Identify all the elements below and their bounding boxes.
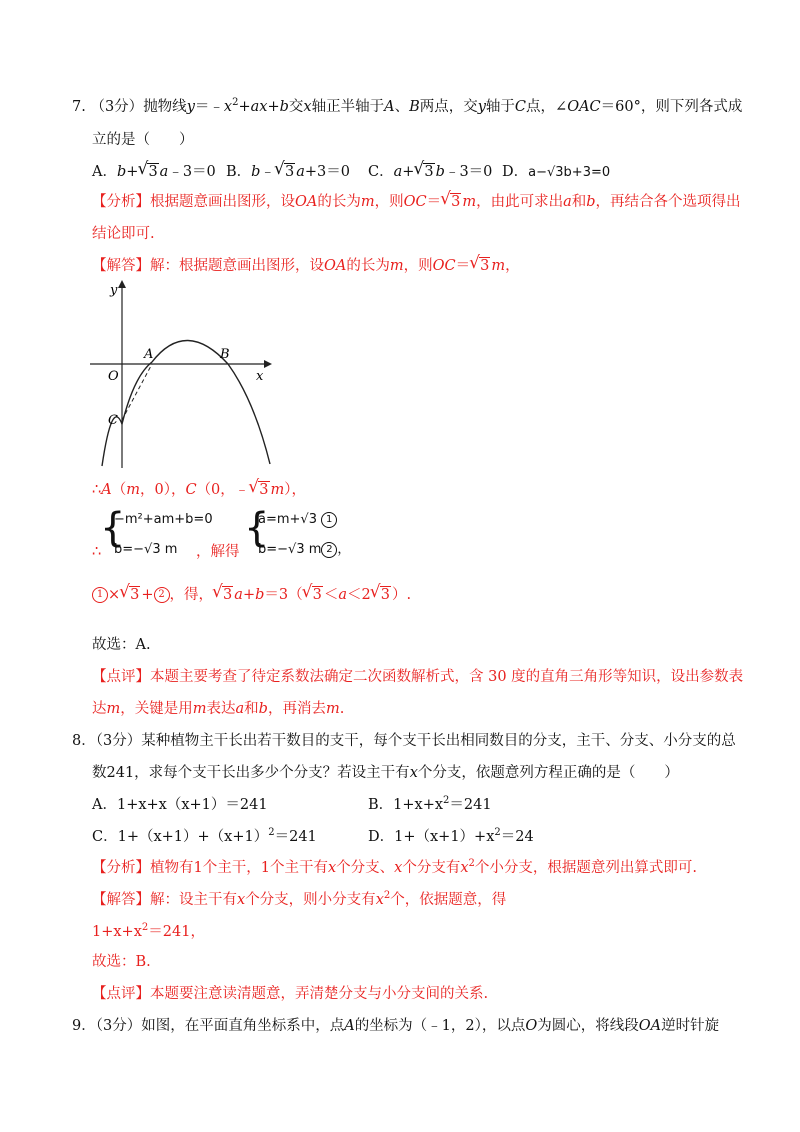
q7-system-brace-left: { <box>100 505 126 551</box>
graph-label-c: C <box>108 413 118 428</box>
q8-choose: 故选：B. <box>92 954 151 970</box>
q8-stem-line1: 8．（3分）某种植物主干长出若干数目的支干，每个支干长出相同数目的分支，主干、分支、小分支的总 <box>72 733 736 749</box>
q7-system-result1: a=m+√3 1 <box>258 510 337 530</box>
q8-option-b[interactable]: B．$1+x+x^2=241$ <box>368 795 492 813</box>
q7-option-a[interactable]: A．b+√ 3 a﹣3＝0 <box>92 162 216 182</box>
q7-system-solve: ，解得 <box>196 544 240 560</box>
segment-ca <box>122 364 152 420</box>
q9-stem-line1: 9．（3分）如图，在平面直角坐标系中，点A的坐标为（﹣1，2），以点O为圆心，将线段OA逆时针旋 <box>72 1018 720 1034</box>
q7-stem-line2: 立的是（ ） <box>92 132 194 148</box>
q7-system-result2: b=−√3 m 2 ， <box>258 542 351 557</box>
q7-system-therefore: ∴ <box>92 544 102 560</box>
q8-stem-line2: 数241，求每个支干长出多少个分支？若设主干有x个分支，依题意列方程正确的是（ ） <box>92 765 679 781</box>
q8-option-d[interactable]: D．$1+(x+1)+x^2=24$ <box>368 827 534 845</box>
q7-review-line2: 达m，关键是用m表达a和b，再消去m. <box>92 701 345 717</box>
q7-stem-line1: 7. （3分）抛物线$y=﹣x^2+ax+b$交x轴正半轴于A、B两点，交y轴于C点，∠OAC＝60°，则下列各式成 <box>72 97 743 115</box>
q8-solution: 【解答】解：设主干有x个分支，则小分支有$x^2$个，依据题意，得 <box>92 890 507 908</box>
graph-label-o: O <box>108 369 119 384</box>
circle-1: 1 <box>321 512 337 528</box>
parabola-graph <box>86 278 276 470</box>
q7-option-d[interactable]: D．a−√3b+3=0 <box>502 164 611 180</box>
q7-system-eq1: −m²+am+b=0 <box>114 512 213 527</box>
q7-system-eq2: b=−√3 m <box>114 542 178 557</box>
q8-equation: $1+x+x^2=241$， <box>92 922 205 940</box>
q7-solution-line1: 【解答】解：根据题意画出图形，设OA的长为m，则OC＝√ 3 m， <box>92 256 520 276</box>
graph-label-x: x <box>256 369 264 384</box>
q7-analysis-line1: 【分析】根据题意画出图形，设OA的长为m，则OC＝√ 3 m，由此可求出a和b，再结合各个选项得出 <box>92 192 741 212</box>
q7-combine-line: 1 ×√ 3 + 2 ，得，√ 3 a+b＝3（√ 3 ＜a＜2√ 3 ）. <box>92 585 411 605</box>
q8-analysis: 【分析】植物有1个主干，1个主干有x个分支、x个分支有$x^2$个小分支，根据题意列出算式即可. <box>92 858 697 876</box>
q7-review-line1: 【点评】本题主要考查了待定系数法确定二次函数解析式，含 30 度的直角三角形等知识，设出参数表 <box>92 669 744 685</box>
circle-2: 2 <box>321 542 337 558</box>
graph-label-a: A <box>144 347 154 362</box>
q8-review: 【点评】本题要注意读清题意，弄清楚分支与小分支间的关系. <box>92 986 489 1002</box>
q8-option-a[interactable]: A．1+x+x（x+1）＝241 <box>92 797 268 813</box>
parabola-curve <box>102 340 270 466</box>
q7-option-b[interactable]: B．b﹣√ 3 a+3＝0 <box>226 162 350 182</box>
graph-label-b: B <box>220 347 230 362</box>
q8-option-c[interactable]: C．$1+(x+1)+(x+1)^2=241$ <box>92 827 317 845</box>
q7-coords-line: ∴A（m，0），C（0，﹣√ 3 m）， <box>92 480 306 500</box>
q7-option-c[interactable]: C．a+√ 3 b﹣3＝0 <box>368 162 492 182</box>
x-axis-arrow <box>264 360 272 368</box>
graph-label-y: y <box>110 283 118 298</box>
q7-system-brace-right: { <box>244 505 270 551</box>
y-axis-arrow <box>118 280 126 288</box>
q7-analysis-line2: 结论即可. <box>92 226 155 242</box>
q7-choose: 故选：A. <box>92 637 151 653</box>
